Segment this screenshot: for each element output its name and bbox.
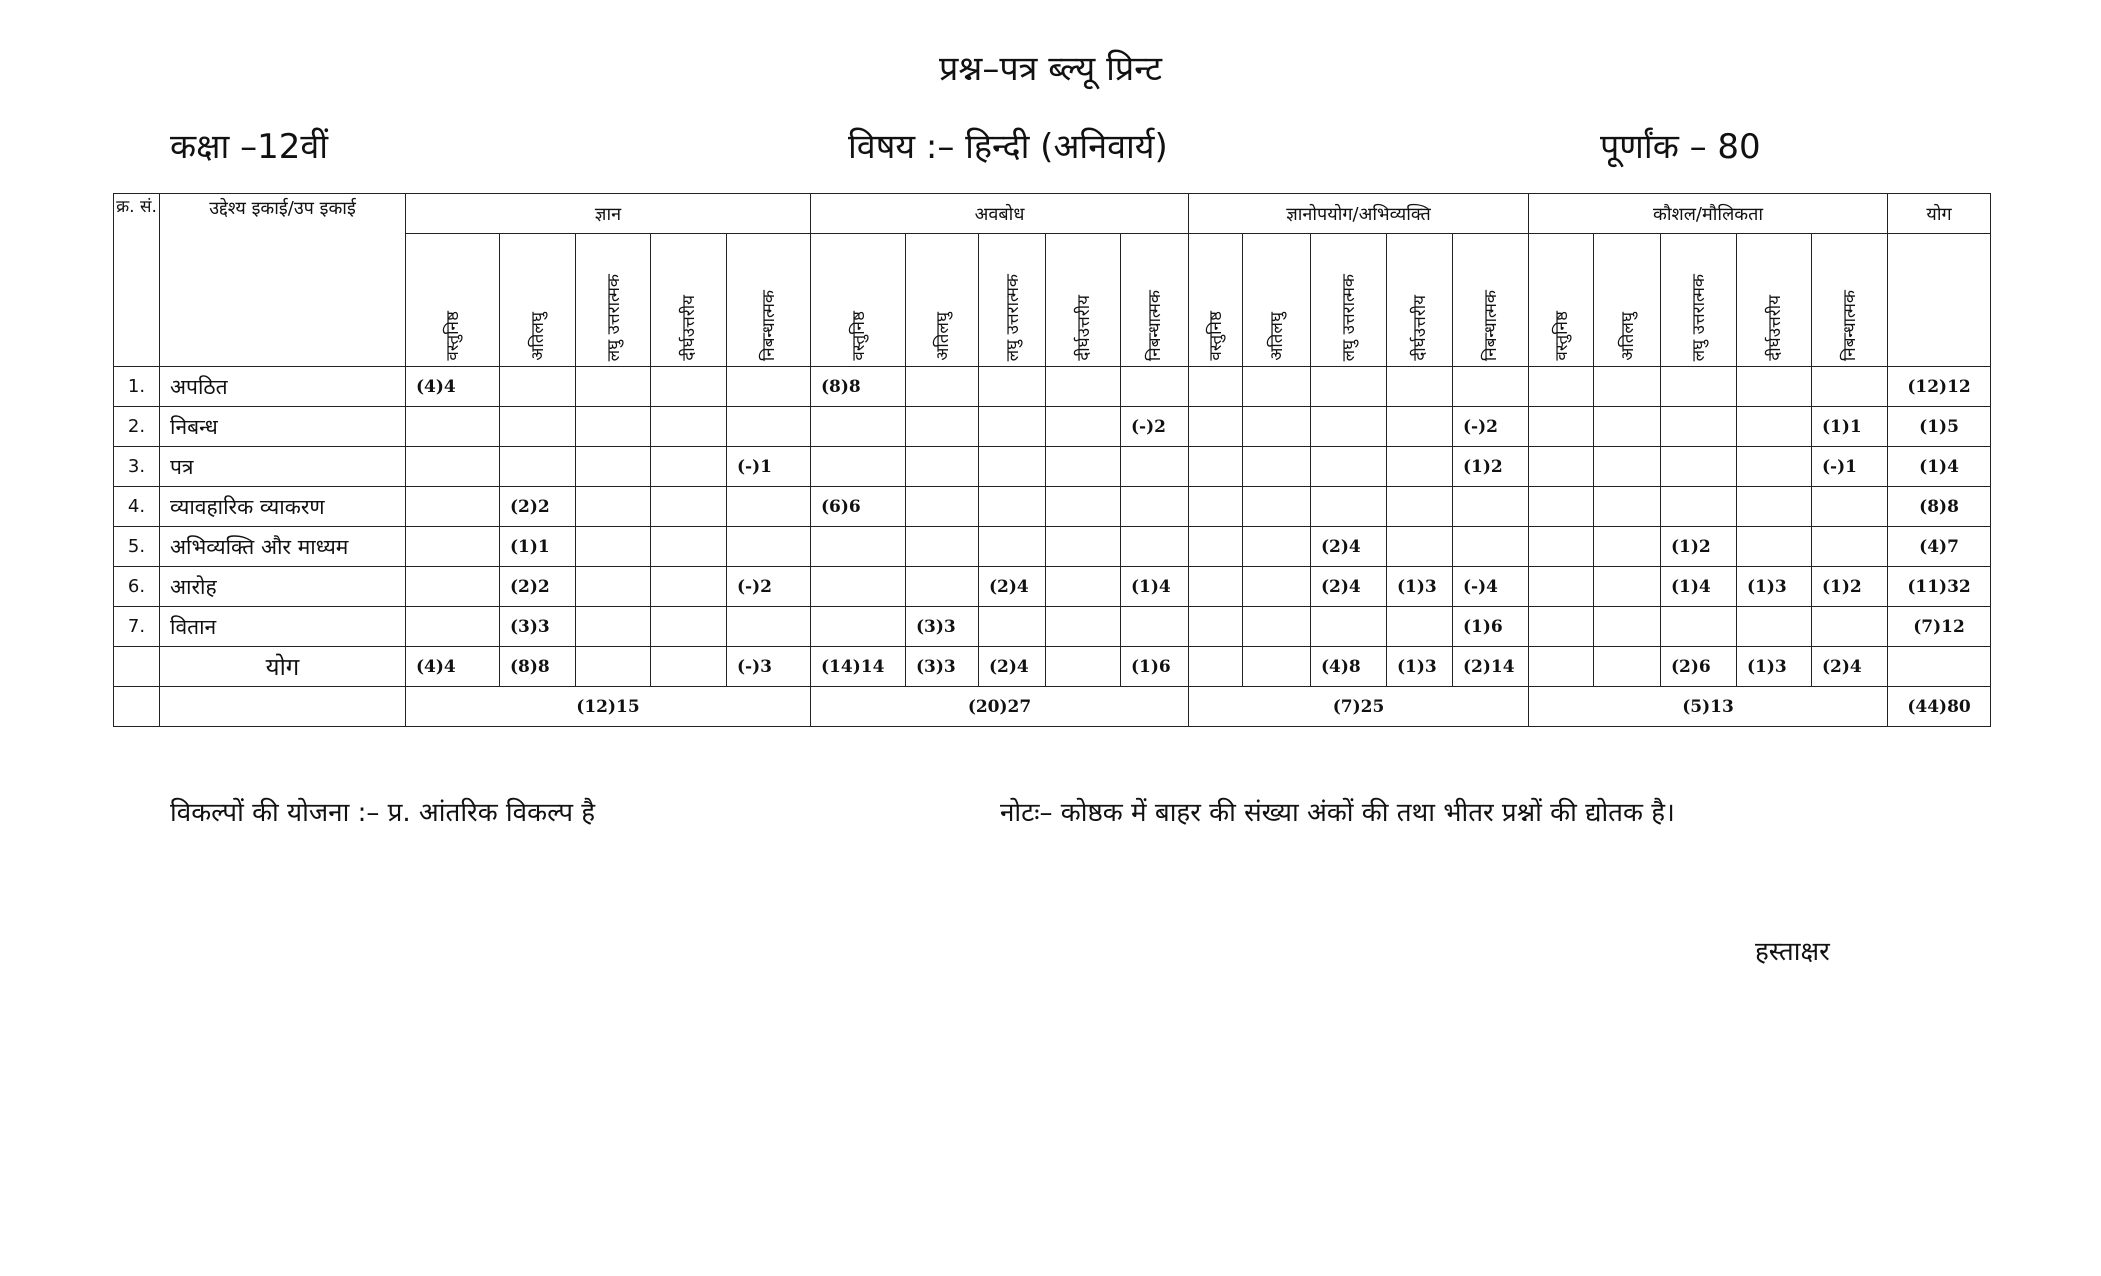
sub-header-total-cell (1888, 234, 1991, 367)
value-cell (1737, 607, 1812, 647)
group-header-application: ज्ञानोपयोग/अभिव्यक्ति (1189, 194, 1529, 234)
value-cell (1661, 367, 1737, 407)
value-cell (1311, 367, 1387, 407)
sub-header-label: लघु उत्तरात्मक (603, 273, 624, 361)
value-cell (1387, 607, 1453, 647)
value-cell (1453, 527, 1529, 567)
row-unit: आरोह (160, 567, 406, 607)
value-cell (1737, 527, 1812, 567)
sub-header-cell (979, 234, 1046, 367)
value-cell (576, 527, 651, 567)
yog-value-cell: (2)14 (1453, 647, 1529, 687)
value-cell (1661, 607, 1737, 647)
value-cell (1812, 367, 1888, 407)
value-cell (1529, 527, 1594, 567)
value-cell: (1)2 (1812, 567, 1888, 607)
value-cell (576, 367, 651, 407)
value-cell (979, 487, 1046, 527)
value-cell (1737, 407, 1812, 447)
value-cell: (1)1 (500, 527, 576, 567)
sub-header-cell (406, 234, 500, 367)
value-cell (1594, 447, 1661, 487)
subject-label: विषय :– हिन्दी (अनिवार्य) (848, 127, 1168, 167)
value-cell (1594, 607, 1661, 647)
sub-header-cell (1812, 234, 1888, 367)
group-header-skill: कौशल/मौलिकता (1529, 194, 1888, 234)
yog-value-cell (1529, 647, 1594, 687)
value-cell (1243, 527, 1311, 567)
row-unit: निबन्ध (160, 407, 406, 447)
yog-serial-blank (114, 647, 160, 687)
sub-header-label: वस्तुनिष्ठ (443, 311, 463, 361)
grand-total: (44)80 (1888, 687, 1991, 727)
value-cell (576, 447, 651, 487)
yog-row (114, 647, 1991, 687)
value-cell (1189, 447, 1243, 487)
value-cell: (2)4 (979, 567, 1046, 607)
value-cell (1812, 487, 1888, 527)
value-cell: (1)3 (1737, 567, 1812, 607)
value-cell (1594, 407, 1661, 447)
value-cell (1189, 527, 1243, 567)
value-cell (1311, 607, 1387, 647)
serial-header: क्र. सं. (114, 194, 160, 367)
sub-header-label: दीर्घउत्तरीय (1410, 295, 1431, 361)
sub-header-label: वस्तुनिष्ठ (1206, 311, 1227, 361)
class-label: कक्षा –12वीं (170, 127, 329, 167)
value-cell: (6)6 (811, 487, 906, 527)
value-cell (979, 527, 1046, 567)
value-cell (1594, 527, 1661, 567)
yog-value-cell: (1)3 (1737, 647, 1812, 687)
table-row (114, 407, 1991, 447)
group-total: (5)13 (1529, 687, 1888, 727)
blueprint-table (113, 193, 1991, 727)
value-cell (576, 407, 651, 447)
value-cell (1189, 487, 1243, 527)
sub-header-label: अतिलघु (528, 312, 548, 361)
value-cell: (1)3 (1387, 567, 1453, 607)
yog-value-cell: (1)6 (1121, 647, 1189, 687)
value-cell (1046, 407, 1121, 447)
value-cell: (1)1 (1812, 407, 1888, 447)
value-cell (1121, 607, 1189, 647)
yog-total (1888, 647, 1991, 687)
sub-header-cell (906, 234, 979, 367)
value-cell (1121, 487, 1189, 527)
value-cell (1529, 407, 1594, 447)
value-cell (1243, 367, 1311, 407)
value-cell (1812, 607, 1888, 647)
sub-header-cell (1387, 234, 1453, 367)
value-cell (811, 407, 906, 447)
sub-header-label: दीर्घउत्तरीय (679, 295, 699, 361)
page-title: प्रश्न–पत्र ब्ल्यू प्रिन्ट (938, 49, 1163, 89)
blueprint-table-body (114, 194, 1991, 727)
value-cell (406, 527, 500, 567)
table-row (114, 447, 1991, 487)
grand-total-row (114, 687, 1991, 727)
value-cell (651, 527, 727, 567)
value-cell (1243, 447, 1311, 487)
value-cell (1529, 367, 1594, 407)
group-header-knowledge: ज्ञान (406, 194, 811, 234)
value-cell (651, 407, 727, 447)
sub-header-label: अतिलघु (932, 312, 953, 361)
value-cell: (-)1 (1812, 447, 1888, 487)
row-serial: 6. (114, 567, 160, 607)
value-cell (651, 607, 727, 647)
sub-header-cell (1737, 234, 1812, 367)
value-cell (1046, 447, 1121, 487)
sub-header-cell (1661, 234, 1737, 367)
value-cell (1594, 567, 1661, 607)
yog-value-cell (1594, 647, 1661, 687)
value-cell: (2)4 (1311, 527, 1387, 567)
group-total: (7)25 (1189, 687, 1529, 727)
value-cell (500, 447, 576, 487)
row-total: (12)12 (1888, 367, 1991, 407)
value-cell (576, 607, 651, 647)
value-cell (811, 567, 906, 607)
value-cell: (-)2 (727, 567, 811, 607)
value-cell (906, 567, 979, 607)
row-total: (11)32 (1888, 567, 1991, 607)
value-cell: (4)4 (406, 367, 500, 407)
value-cell (906, 487, 979, 527)
value-cell (576, 567, 651, 607)
value-cell (979, 367, 1046, 407)
yog-value-cell: (3)3 (906, 647, 979, 687)
sub-header-cell (1311, 234, 1387, 367)
sub-header-cell (1189, 234, 1243, 367)
yog-value-cell: (-)3 (727, 647, 811, 687)
row-unit: वितान (160, 607, 406, 647)
options-scheme-text: विकल्पों की योजना :– प्र. आंतरिक विकल्प है (170, 798, 596, 828)
value-cell (979, 407, 1046, 447)
sub-header-label: निबन्धात्मक (759, 289, 779, 361)
value-cell (1243, 607, 1311, 647)
sub-header-cell (1121, 234, 1189, 367)
value-cell: (2)4 (1311, 567, 1387, 607)
yog-value-cell: (2)6 (1661, 647, 1737, 687)
value-cell (1189, 407, 1243, 447)
row-total: (8)8 (1888, 487, 1991, 527)
total-header: योग (1888, 194, 1991, 234)
value-cell (1737, 447, 1812, 487)
table-row (114, 527, 1991, 567)
value-cell: (1)4 (1661, 567, 1737, 607)
value-cell (1453, 367, 1529, 407)
value-cell (1529, 447, 1594, 487)
sub-header-label: निबन्धात्मक (1145, 289, 1166, 361)
sub-header-label: वस्तुनिष्ठ (1551, 311, 1572, 361)
value-cell (1189, 367, 1243, 407)
sub-header-cell (500, 234, 576, 367)
value-cell (906, 527, 979, 567)
yog-value-cell (1189, 647, 1243, 687)
value-cell (1121, 527, 1189, 567)
row-unit: व्यावहारिक व्याकरण (160, 487, 406, 527)
value-cell (979, 447, 1046, 487)
value-cell (1387, 367, 1453, 407)
note-text: नोटः– कोष्ठक में बाहर की संख्या अंकों की तथा भीतर प्रश्नों की द्योतक है। (1000, 798, 1675, 828)
yog-value-cell: (8)8 (500, 647, 576, 687)
sub-header-cell (1046, 234, 1121, 367)
row-total: (1)5 (1888, 407, 1991, 447)
value-cell (1387, 407, 1453, 447)
value-cell (727, 527, 811, 567)
row-serial: 1. (114, 367, 160, 407)
value-cell (1661, 487, 1737, 527)
group-total: (20)27 (811, 687, 1189, 727)
yog-label: योग (160, 647, 406, 687)
value-cell (1529, 607, 1594, 647)
value-cell: (2)2 (500, 487, 576, 527)
value-cell (1453, 487, 1529, 527)
value-cell: (-)4 (1453, 567, 1529, 607)
sub-header-cell (651, 234, 727, 367)
value-cell: (-)2 (1121, 407, 1189, 447)
value-cell (651, 487, 727, 527)
value-cell (727, 607, 811, 647)
value-cell (500, 367, 576, 407)
yog-value-cell (651, 647, 727, 687)
sub-header-cell (1453, 234, 1529, 367)
value-cell: (3)3 (906, 607, 979, 647)
value-cell: (8)8 (811, 367, 906, 407)
row-serial: 5. (114, 527, 160, 567)
table-row (114, 487, 1991, 527)
unit-header: उद्देश्य इकाई/उप इकाई (160, 194, 406, 367)
value-cell: (-)2 (1453, 407, 1529, 447)
value-cell (1121, 367, 1189, 407)
sub-header-label: दीर्घउत्तरीय (1073, 295, 1094, 361)
value-cell (1529, 567, 1594, 607)
value-cell: (1)6 (1453, 607, 1529, 647)
sub-header-label: लघु उत्तरात्मक (1689, 273, 1710, 361)
value-cell (1387, 527, 1453, 567)
value-cell: (3)3 (500, 607, 576, 647)
sub-header-label: लघु उत्तरात्मक (1339, 273, 1360, 361)
value-cell (727, 407, 811, 447)
value-cell (1387, 447, 1453, 487)
value-cell (406, 407, 500, 447)
yog-value-cell: (2)4 (1812, 647, 1888, 687)
table-row (114, 567, 1991, 607)
value-cell (811, 527, 906, 567)
value-cell (406, 447, 500, 487)
value-cell: (2)2 (500, 567, 576, 607)
value-cell (906, 367, 979, 407)
value-cell (1046, 487, 1121, 527)
row-unit: अपठित (160, 367, 406, 407)
value-cell (1046, 607, 1121, 647)
yog-value-cell: (2)4 (979, 647, 1046, 687)
row-unit: अभिव्यक्ति और माध्यम (160, 527, 406, 567)
yog-value-cell: (4)8 (1311, 647, 1387, 687)
value-cell (1243, 567, 1311, 607)
value-cell (811, 607, 906, 647)
grand-blank-unit (160, 687, 406, 727)
value-cell (1737, 367, 1812, 407)
table-row (114, 367, 1991, 407)
group-header-understanding: अवबोध (811, 194, 1189, 234)
value-cell (727, 487, 811, 527)
sub-header-cell (1594, 234, 1661, 367)
value-cell (1243, 487, 1311, 527)
row-serial: 7. (114, 607, 160, 647)
group-header-row (114, 194, 1991, 234)
value-cell (1311, 487, 1387, 527)
value-cell (906, 407, 979, 447)
row-serial: 2. (114, 407, 160, 447)
value-cell (1189, 607, 1243, 647)
value-cell (1046, 367, 1121, 407)
value-cell (1812, 527, 1888, 567)
sub-header-cell (1529, 234, 1594, 367)
row-unit: पत्र (160, 447, 406, 487)
yog-value-cell: (4)4 (406, 647, 500, 687)
value-cell (576, 487, 651, 527)
yog-value-cell: (1)3 (1387, 647, 1453, 687)
yog-value-cell (1046, 647, 1121, 687)
yog-value-cell (1243, 647, 1311, 687)
group-total: (12)15 (406, 687, 811, 727)
value-cell: (1)2 (1453, 447, 1529, 487)
value-cell (651, 367, 727, 407)
yog-value-cell: (14)14 (811, 647, 906, 687)
value-cell (1387, 487, 1453, 527)
sub-header-label: दीर्घउत्तरीय (1764, 295, 1785, 361)
value-cell (1046, 567, 1121, 607)
sub-header-label: लघु उत्तरात्मक (1002, 273, 1023, 361)
value-cell (1661, 407, 1737, 447)
value-cell (1121, 447, 1189, 487)
sub-header-cell (811, 234, 906, 367)
value-cell: (1)4 (1121, 567, 1189, 607)
value-cell (651, 567, 727, 607)
value-cell (1311, 407, 1387, 447)
signature-label: हस्ताक्षर (1755, 937, 1830, 967)
row-total: (1)4 (1888, 447, 1991, 487)
value-cell (1243, 407, 1311, 447)
value-cell (1594, 367, 1661, 407)
row-total: (7)12 (1888, 607, 1991, 647)
value-cell (1311, 447, 1387, 487)
value-cell (1737, 487, 1812, 527)
value-cell (651, 447, 727, 487)
value-cell (500, 407, 576, 447)
value-cell (406, 607, 500, 647)
value-cell (727, 367, 811, 407)
sub-header-label: निबन्धात्मक (1481, 289, 1502, 361)
sub-header-label: निबन्धात्मक (1840, 289, 1861, 361)
value-cell (906, 447, 979, 487)
total-marks-label: पूर्णांक – 80 (1600, 127, 1761, 167)
value-cell (406, 567, 500, 607)
sub-header-label: अतिलघु (1267, 312, 1288, 361)
value-cell (1189, 567, 1243, 607)
value-cell (1661, 447, 1737, 487)
value-cell (1046, 527, 1121, 567)
row-serial: 4. (114, 487, 160, 527)
row-serial: 3. (114, 447, 160, 487)
value-cell (811, 447, 906, 487)
sub-header-label: अतिलघु (1617, 312, 1638, 361)
value-cell (979, 607, 1046, 647)
row-total: (4)7 (1888, 527, 1991, 567)
value-cell: (-)1 (727, 447, 811, 487)
value-cell (1594, 487, 1661, 527)
sub-header-cell (1243, 234, 1311, 367)
value-cell: (1)2 (1661, 527, 1737, 567)
sub-header-cell (576, 234, 651, 367)
value-cell (406, 487, 500, 527)
sub-header-cell (727, 234, 811, 367)
table-row (114, 607, 1991, 647)
yog-value-cell (576, 647, 651, 687)
grand-blank-serial (114, 687, 160, 727)
sub-header-label: वस्तुनिष्ठ (848, 311, 869, 361)
value-cell (1529, 487, 1594, 527)
